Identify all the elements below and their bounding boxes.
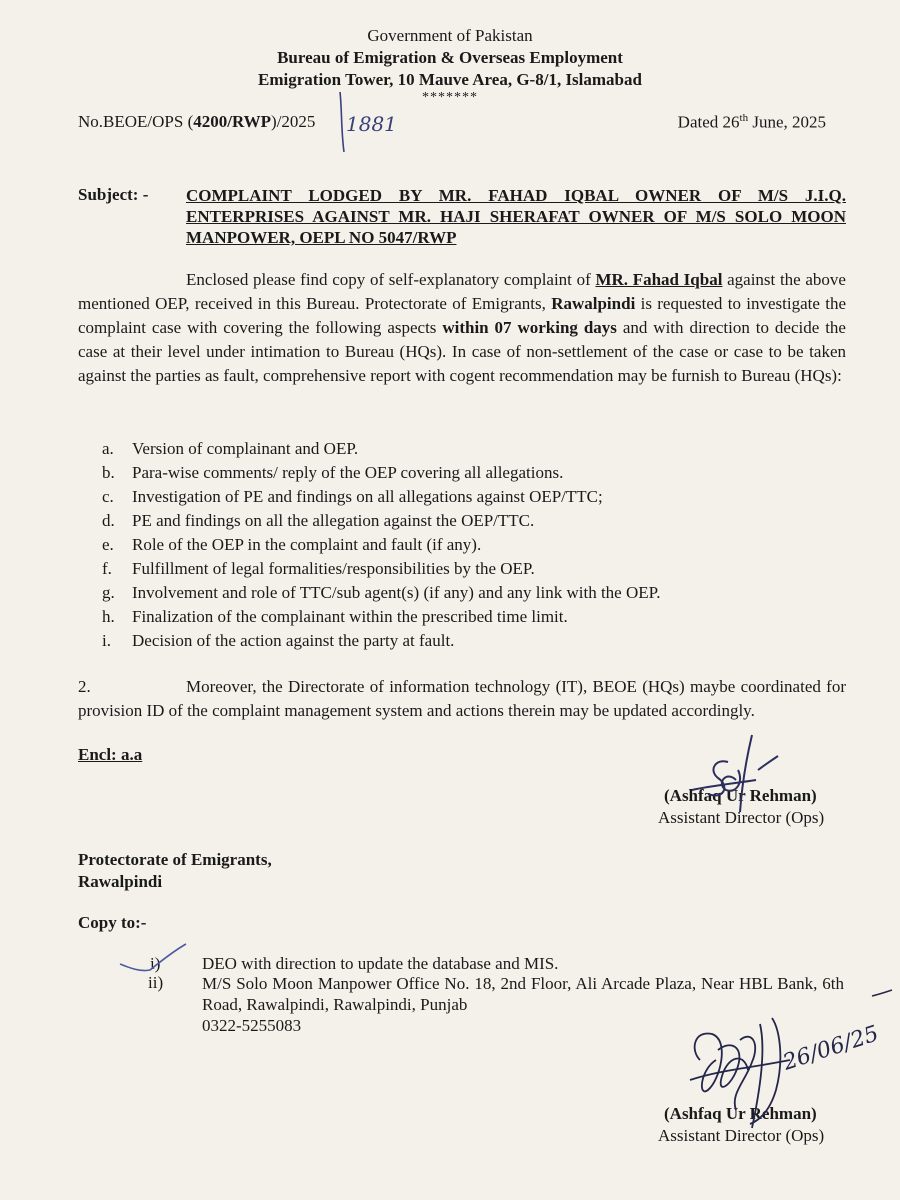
list-item-key: c. (102, 487, 114, 506)
aspects-list (102, 437, 842, 653)
date-suffix-sup: th (739, 112, 749, 124)
copy-to-label: Copy to:- (78, 913, 147, 932)
paragraph-2-number: 2. (78, 677, 91, 696)
list-item-text: Role of the OEP in the complaint and fault (if any). (132, 535, 482, 554)
list-item (102, 461, 842, 485)
header-bureau: Bureau of Emigration & Overseas Employment (277, 48, 623, 67)
list-item-text: Decision of the action against the party at fault. (132, 631, 455, 650)
deadline-text: within 07 working days (442, 318, 617, 337)
date-prefix: Dated 26 (677, 112, 740, 132)
list-item (102, 581, 842, 605)
paragraph-2-text: Moreover, the Directorate of information technology (IT), BEOE (HQs) maybe coordinated for provision ID of the complaint management system and actions therein may be updated accordingly. (78, 677, 846, 720)
list-item-text: Para-wise comments/ reply of the OEP covering all allegations. (132, 463, 564, 482)
paragraph-1-text-a: Enclosed please find copy of self-explanatory complaint of (186, 270, 596, 289)
signatory-name: (Ashfaq Ur Rehman) (664, 1104, 817, 1123)
list-item-text: Fulfillment of legal formalities/responsibilities by the OEP. (132, 559, 535, 578)
paragraph-1 (78, 268, 846, 388)
list-item-text: Investigation of PE and findings on all allegations against OEP/TTC; (132, 487, 603, 506)
list-item (102, 509, 842, 533)
list-item-key: f. (102, 559, 112, 578)
paragraph-1-text-d: and with direction to decide the case at their level under intimation to Bureau (HQs). In case of non-settlement of the case or case to be taken against the parties as fault, comprehensive report with cogent recommendation may be furnish to Bureau (HQs): (78, 318, 846, 385)
date-month-year: June, 2025 (748, 112, 826, 132)
copy-item-number: ii) (148, 973, 164, 992)
list-item-key: h. (102, 607, 115, 626)
reference-number (78, 112, 315, 132)
enclosure-note: Encl: a.a (78, 745, 143, 764)
reference-suffix: )/2025 (271, 112, 316, 131)
signatory-name: (Ashfaq Ur Rehman) (664, 786, 817, 805)
list-item (102, 485, 842, 509)
subject-text: COMPLAINT LODGED BY MR. FAHAD IQBAL OWNER OF M/S J.I.Q. ENTERPRISES AGAINST MR. HAJI SHERAFAT OWNER OF M/S SOLO MOON MANPOWER, OEPL NO 5047/RWP (186, 186, 846, 247)
signatory-title: Assistant Director (Ops) (658, 808, 825, 827)
paragraph-2 (78, 675, 846, 723)
signatory-title: Assistant Director (Ops) (658, 1126, 825, 1145)
city-name: Rawalpindi (551, 294, 636, 313)
list-item-key: e. (102, 535, 114, 554)
header-government: Government of Pakistan (367, 26, 533, 45)
handwritten-date: 26/06/25 (780, 1021, 882, 1076)
list-item-text: Finalization of the complainant within the prescribed time limit. (132, 607, 568, 626)
list-item-key: a. (102, 439, 114, 458)
copy-item-phone: 0322-5255083 (202, 1016, 302, 1035)
list-item (102, 557, 842, 581)
letter-date (678, 112, 826, 133)
reference-code: 4200/RWP (193, 112, 272, 131)
pen-stroke (872, 990, 892, 996)
list-item-text: Version of complainant and OEP. (132, 439, 359, 458)
header-address: Emigration Tower, 10 Mauve Area, G-8/1, Islamabad (258, 70, 642, 89)
list-item-key: d. (102, 511, 115, 530)
list-item (102, 629, 842, 653)
list-item (102, 605, 842, 629)
list-item-key: g. (102, 583, 115, 602)
list-item-text: PE and findings on all the allegation against the OEP/TTC. (132, 511, 535, 530)
paragraph-1-text-b: against the above mentioned OEP, received in this Bureau. Protectorate of Emigrants, (78, 270, 846, 313)
addressee-line-1: Protectorate of Emigrants, (78, 850, 272, 869)
copy-item-text: DEO with direction to update the database and MIS. (202, 954, 559, 973)
list-item (102, 533, 842, 557)
list-item-key: i. (102, 631, 111, 650)
copy-item-number: i) (150, 954, 161, 973)
complainant-name: MR. Fahad Iqbal (595, 270, 723, 289)
addressee-line-2: Rawalpindi (78, 872, 163, 891)
list-item-text: Involvement and role of TTC/sub agent(s) (if any) and any link with the OEP. (132, 583, 661, 602)
copy-item-address (202, 973, 844, 1036)
paragraph-1-text-c: is requested to investigate the complaint case with covering the following aspects (78, 294, 846, 337)
handwritten-diary-number: 1881 (346, 112, 397, 136)
header-stars: ******* (422, 90, 478, 105)
copy-item-text: M/S Solo Moon Manpower Office No. 18, 2nd Floor, Ali Arcade Plaza, Near HBL Bank, 6th Road, Rawalpindi, Rawalpindi, Punjab (202, 974, 844, 1014)
list-item-key: b. (102, 463, 115, 482)
reference-prefix: No.BEOE/OPS ( (78, 112, 194, 131)
subject-label: Subject: - (78, 185, 149, 204)
list-item (102, 437, 842, 461)
